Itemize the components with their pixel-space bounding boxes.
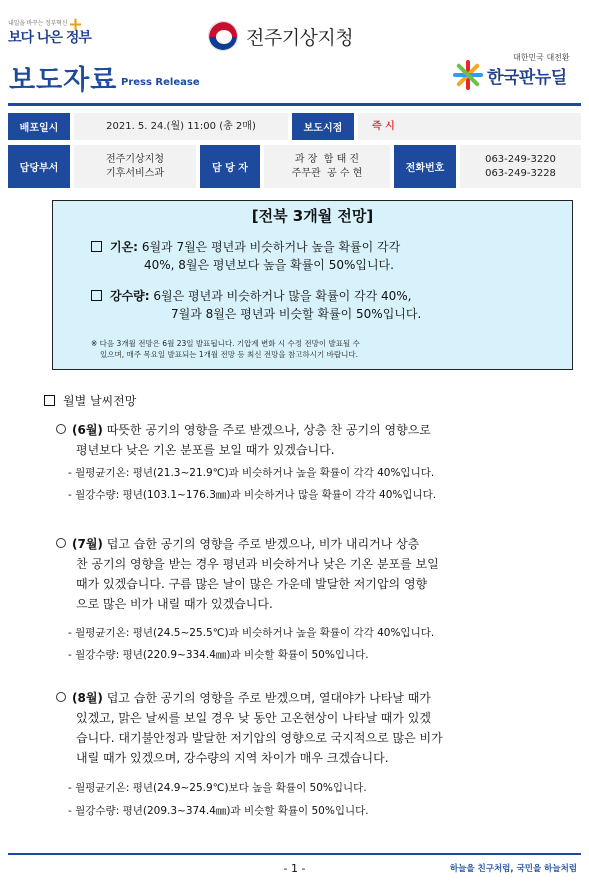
phone-line2: 063-249-3228 (485, 167, 556, 179)
report-time-label: 보도시점 (292, 113, 354, 140)
release-info-row (8, 113, 581, 140)
phone-line1: 063-249-3220 (485, 153, 556, 165)
plus-icon: + (68, 14, 84, 35)
july-line4: 으로 많은 비가 내릴 때가 있겠습니다. (76, 597, 273, 611)
temp-label: 기온: (110, 240, 138, 254)
note-line2: 있으며, 매주 목요일 발표되는 1개월 전망 등 최신 전망을 참고하시기 바랍니다. (100, 350, 358, 359)
temp-line1: 6월과 7월은 평년과 비슷하거나 높을 확률이 각각 (141, 240, 401, 254)
new-deal-subtitle: 대한민국 대전환 (513, 53, 570, 62)
gov-slogan-small: 내일을 바꾸는 정부혁신 (8, 20, 68, 27)
gov-innovation-logo (8, 14, 91, 47)
department-line2: 기후서비스과 (106, 167, 164, 179)
circle-bullet-icon (56, 424, 66, 434)
release-date-value: 2021. 5. 24.(월) 11:00 (총 2매) (74, 113, 288, 140)
checkbox-square-icon (91, 290, 102, 301)
rain-line2: 7월과 8월은 평년과 비슷할 확률이 50%입니다. (171, 307, 422, 321)
august-label: (8월) (72, 691, 103, 705)
ministry-logo (208, 21, 353, 51)
circle-bullet-icon (56, 692, 66, 702)
summary-precipitation (91, 287, 561, 323)
department-value (74, 145, 196, 188)
report-time-value: 즉 시 (358, 113, 581, 140)
note-line1: ※ 다음 3개월 전망은 6월 23일 발표됩니다. 기압계 변화 시 수정 전망이 발표될 수 (91, 339, 360, 348)
june-line1: 따뜻한 공기의 영향을 주로 받겠으나, 상층 찬 공기의 영향으로 (106, 423, 431, 437)
department-line1: 전주기상지청 (106, 153, 164, 165)
section-title: 월별 날씨전망 (63, 394, 137, 408)
summary-note (91, 338, 561, 360)
temp-line2: 40%, 8월은 평년보다 높을 확률이 50%입니다. (144, 258, 394, 272)
new-deal-title: 한국판뉴딜 (487, 68, 567, 88)
new-deal-star-icon (453, 60, 483, 90)
press-release-en: Press Release (121, 77, 200, 88)
june-line2: 평년보다 낮은 기온 분포를 보일 때가 있겠습니다. (76, 443, 335, 457)
july-outlook (56, 534, 556, 614)
august-line2: 있겠고, 맑은 날씨를 보일 경우 낮 동안 고온현상이 나타날 때가 있겠 (76, 711, 431, 725)
august-temp: - 월평균기온: 평년(24.9~25.9℃)보다 높을 확률이 50%입니다. (68, 782, 367, 794)
footer-divider (8, 853, 581, 855)
taegeuk-emblem-icon (208, 21, 238, 51)
rain-label: 강수량: (110, 289, 150, 303)
header-divider (8, 103, 581, 106)
page-number: - 1 - (283, 862, 306, 875)
june-temp: - 월평균기온: 평년(21.3~21.9℃)과 비슷하거나 높을 확률이 각각 40%입니다. (68, 467, 435, 479)
july-temp: - 월평균기온: 평년(24.5~25.5℃)과 비슷하거나 높을 확률이 각각 40%입니다. (68, 627, 435, 639)
outlook-summary-box (52, 200, 573, 370)
staff-label: 담 당 자 (200, 145, 260, 188)
august-line4: 내릴 때가 있겠으며, 강수량의 지역 차이가 매우 크겠습니다. (76, 751, 389, 765)
korean-new-deal-logo (453, 52, 583, 96)
checkbox-square-icon (44, 395, 55, 406)
circle-bullet-icon (56, 538, 66, 548)
contact-info-row (8, 145, 581, 188)
gov-slogan-big: 보다 나은 정부 (8, 30, 91, 46)
august-outlook (56, 688, 556, 768)
june-outlook (56, 420, 556, 460)
july-rain: - 월강수량: 평년(220.9~334.4㎜)과 비슷할 확률이 50%입니다. (68, 649, 369, 661)
june-rain: - 월강수량: 평년(103.1~176.3㎜)과 비슷하거나 많을 확률이 각각 40%입니다. (68, 489, 437, 501)
july-line1: 덥고 습한 공기의 영향을 주로 받겠으나, 비가 내리거나 상층 (106, 537, 420, 551)
ministry-name: 전주기상지청 (246, 26, 354, 49)
department-label: 담당부서 (8, 145, 70, 188)
press-release-title: 보도자료 (9, 65, 118, 96)
july-label: (7월) (72, 537, 103, 551)
summary-temperature (91, 238, 561, 274)
staff-value (264, 145, 390, 188)
staff-line2: 주무관 공 수 현 (291, 167, 363, 179)
summary-title: [전북 3개월 전망] (251, 207, 374, 225)
release-date-label: 배포일시 (8, 113, 70, 140)
section-heading (44, 392, 136, 409)
june-label: (6월) (72, 423, 103, 437)
phone-label: 전화번호 (394, 145, 456, 188)
august-line3: 습니다. 대기불안정과 발달한 저기압의 영향으로 국지적으로 많은 비가 (76, 731, 443, 745)
august-rain: - 월강수량: 평년(209.3~374.4㎜)과 비슷할 확률이 50%입니다. (68, 805, 369, 817)
july-line2: 찬 공기의 영향을 받는 경우 평년과 비슷하거나 낮은 기온 분포를 보일 (76, 557, 439, 571)
july-line3: 때가 있겠습니다. 구름 많은 날이 많은 가운데 발달한 저기압의 영향 (76, 577, 428, 591)
staff-line1: 과 장 함 태 진 (294, 153, 360, 165)
checkbox-square-icon (91, 241, 102, 252)
phone-value (460, 145, 581, 188)
rain-line1: 6월은 평년과 비슷하거나 많을 확률이 각각 40%, (153, 289, 412, 303)
august-line1: 덥고 습한 공기의 영향을 주로 받겠으며, 열대야가 나타날 때가 (106, 691, 431, 705)
footer-slogan: 하늘을 친구처럼, 국민을 하늘처럼 (449, 864, 577, 874)
